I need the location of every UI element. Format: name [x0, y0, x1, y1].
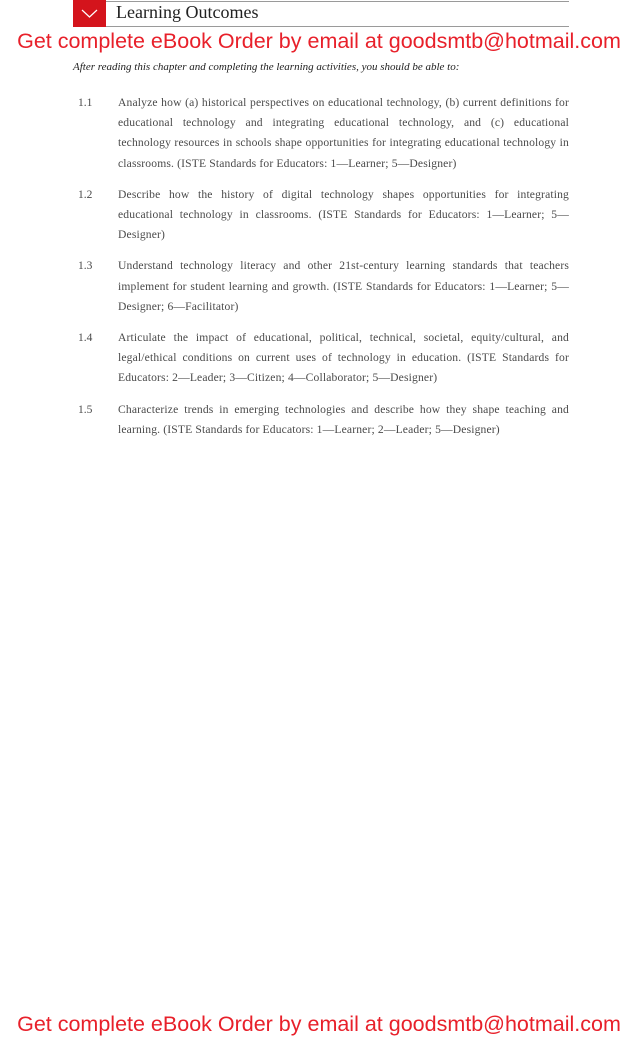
chevron-down-icon	[81, 9, 98, 19]
section-marker	[73, 0, 106, 27]
list-item	[78, 328, 569, 389]
outcome-number: 1.2	[78, 188, 93, 201]
title-rule	[106, 26, 569, 27]
outcome-number: 1.1	[78, 97, 93, 109]
outcome-number: 1.4	[78, 332, 93, 345]
outcome-number: 1.3	[78, 260, 93, 273]
list-item	[78, 400, 569, 440]
outcome-text: Characterize trends in emerging technologies and describe how they shape teaching and learning. (ISTE Standards for Educators: 1—Learner; 2—Leader; 5—Designer)	[118, 402, 569, 436]
list-item	[78, 185, 569, 246]
outcome-text: Understand technology literacy and other 21st-century learning standards that teachers implement for student learning and growth. (ISTE Standards for Educators: 1—Learner; 5—Designer; 6—Facilitator)	[118, 259, 569, 313]
intro-text: After reading this chapter and completing the learning activities, you should be able to:	[73, 61, 460, 73]
outcome-number: 1.5	[78, 403, 93, 416]
list-item	[78, 93, 569, 174]
page-title: Learning Outcomes	[116, 2, 259, 22]
outcome-text: Describe how the history of digital technology shapes opportunities for integrating educational technology in classrooms. (ISTE Standards for Educators: 1—Learner; 5—Designer)	[118, 187, 569, 242]
watermark-top: Get complete eBook Order by email at goodsmtb@hotmail.com	[17, 29, 621, 53]
list-item	[78, 256, 569, 317]
outcomes-list	[78, 93, 569, 451]
watermark-bottom: Get complete eBook Order by email at goodsmtb@hotmail.com	[17, 1012, 621, 1036]
outcome-text: Analyze how (a) historical perspectives on educational technology, (b) current definitions for educational technology and integrating educational technology, and (c) educational technology resources in schools shape opportunities for integrating educational technology in classrooms. (ISTE Standards for Educators: 1—Learner; 5—Designer)	[118, 96, 569, 170]
outcome-text: Articulate the impact of educational, political, technical, societal, equity/cultural, and legal/ethical conditions on current uses of technology in education. (ISTE Standards for Educators: 2—Leader; 3—Citizen; 4—Collaborator; 5—Designer)	[118, 331, 569, 385]
